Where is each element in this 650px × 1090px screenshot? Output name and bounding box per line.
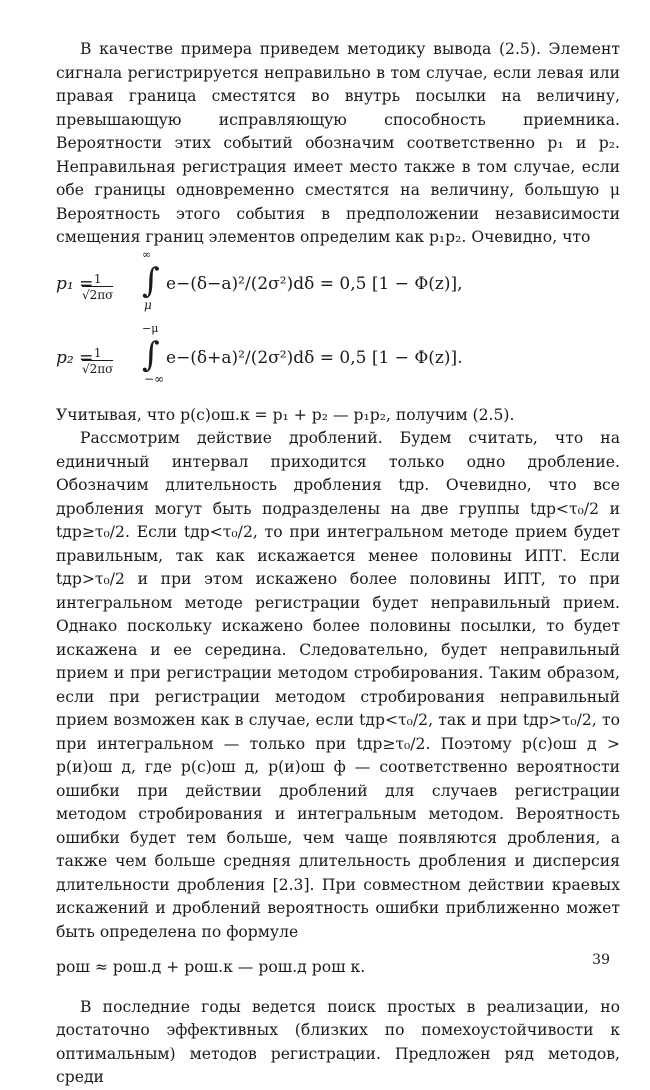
formula-p2-denominator: √2πσ [82, 361, 114, 376]
formula-p2-upper-limit: −μ [142, 321, 159, 335]
formula-p1-body: e−(δ−a)²/(2σ²)dδ = 0,5 [1 − Φ(z)], [166, 273, 463, 294]
formula-p2-lower-limit: −∞ [144, 371, 165, 386]
spacer [56, 980, 620, 996]
formula-p2-body: e−(δ+a)²/(2σ²)dδ = 0,5 [1 − Φ(z)]. [166, 347, 463, 368]
formula-p1-numerator: 1 [93, 271, 102, 286]
formula-p2-fraction [82, 346, 113, 376]
formula-p1-lower-limit: μ [144, 297, 152, 312]
paragraph-intro: В качестве примера приведем методику вывода (2.5). Элемент сигнала регистрируется неправильно в том случае, если левая или правая граница сместятся во внутрь посылки на величину, превышающую исправляющую способность приемника. Вероятности этих событий обозначим соответственно p₁ и p₂. Неправильная регистрация имеет место также в том случае, если обе границы одновременно сместятся на величину, большую μ Вероятность этого события в предположении независимости смещения границ элементов определим как p₁p₂. Очевидно, что [56, 40, 620, 246]
formula-p1-fraction [82, 272, 113, 302]
formula-combined: pош ≈ pош.д + pош.к — pош.д pош к. [56, 958, 366, 976]
paragraph-fragmentation: Рассмотрим действие дроблений. Будем считать, что на единичный интервал приходится только одно дробление. Обозначим длительность дробления tдр. Очевидно, что все дробления могут быть подразделены на две группы tдр<τ₀/2 и tдр≥τ₀/2. Если tдр<τ₀/2, то при интегральном методе прием будет правильным, так как искажается менее половины ИПТ. Если tдр>τ₀/2 и при этом искажено более половины ИПТ, то при интегральном методе регистрации будет неправильный прием. Однако поскольку искажено более половины посылки, то будет искажена и ее середина. Следовательно, будет неправильный прием и при регистрации методом стробирования. Таким образом, если при регистрации методом стробирования неправильный прием возможен как в случае, если tдр<τ₀/2, так и при tдр>τ₀/2, то при интегральном — только при tдр≥τ₀/2. Поэтому p(c)ош д > p(и)ош д, где p(c)ош д, p(и)ош ф — соответственно вероятности ошибки при действии дроблений для случаев регистрации методом стробирования и интегральным методом. Вероятность ошибки будет тем больше, чем чаще появляются дробления, а также чем больше средняя длительность дробления и дисперсия длительности дробления [2.3]. При совместном действии краевых искажений и дроблений вероятность ошибки приближенно может быть определена по формуле [56, 429, 620, 941]
formula-p2-numerator: 1 [93, 345, 102, 360]
formula-p1-lhs: p₁ = [56, 273, 94, 294]
formula-p2-lhs: p₂ = [56, 347, 94, 368]
integral-icon: ∫ [142, 334, 160, 375]
formula-p1-denominator: √2πσ [82, 287, 114, 302]
paragraph-recent-years: В последние годы ведется поиск простых в реализации, но достаточно эффективных (близких по помехоустойчивости к оптимальным) методов регистрации. Предложен ряд методов, среди [56, 997, 620, 1086]
integral-icon: ∫ [142, 260, 160, 301]
formula-p1 [56, 247, 620, 316]
formula-p2 [56, 321, 620, 390]
page-number: 39 [592, 952, 610, 968]
paragraph-considering: Учитывая, что p(c)ош.к = p₁ + p₂ — p₁p₂, получим (2.5). [56, 405, 515, 424]
formula-p1-upper-limit: ∞ [142, 247, 152, 261]
